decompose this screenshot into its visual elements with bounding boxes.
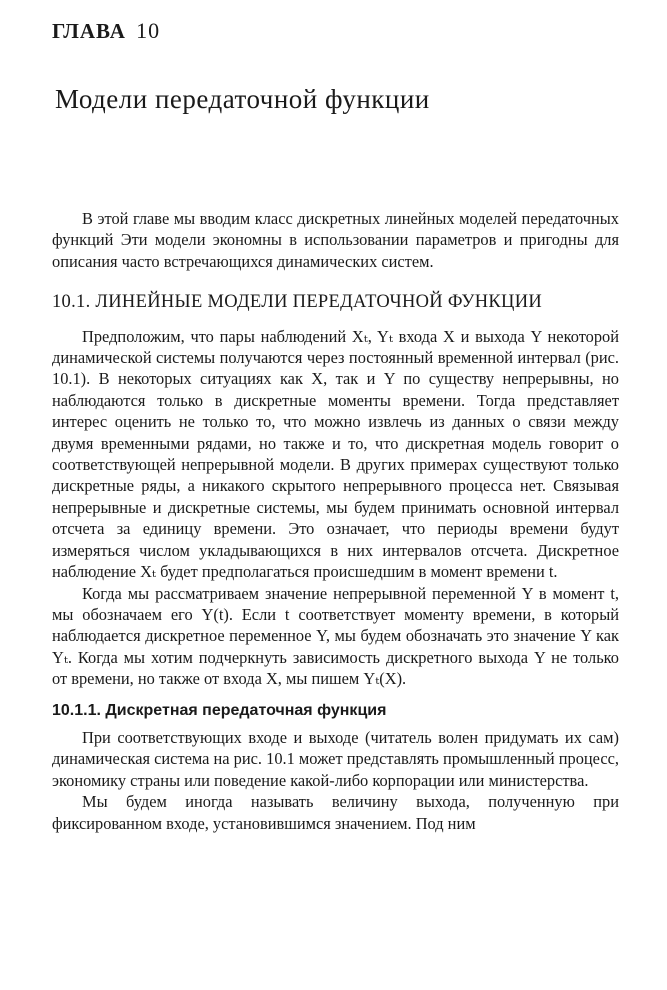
section-title: 10.1. ЛИНЕЙНЫЕ МОДЕЛИ ПЕРЕДАТОЧНОЙ ФУНКЦИИ [52,292,543,313]
chapter-number: 10 [136,18,161,43]
subsection-paragraph-1: При соответствующих входе и выходе (читатель волен придумать их сам) динамическая система на рис. 10.1 может представлять промышленный процесс, экономику страны или поведение какой-либо корпорации или министерства. [52,727,619,790]
chapter-title: Модели передаточной функции [55,84,430,114]
intro-paragraph: В этой главе мы вводим класс дискретных линейных моделей передаточных функций Эти модели экономны в использовании параметров и пригодны для описания часто встречающихся динамических систем. [52,209,619,271]
section-paragraph-2: Когда мы рассматриваем значение непрерывной переменной Y в момент t, мы обозначаем его Y(t). Если t соответствует моменту времени, в который наблюдается дискретное переменное Y, мы будем обозначать это значение Y как Yₜ. Когда мы хотим подчеркнуть зависимость дискретного выхода Y не только от времени, но также от входа X, мы пишем Yₜ(X). [52,583,619,689]
section-paragraph-1: Предположим, что пары наблюдений Xₜ, Yₜ входа X и выхода Y некоторой динамической системы получаются через постоянный временной интервал (рис. 10.1). В некоторых ситуациях как X, так и Y по существу непрерывны, но наблюдаются только в дискретные моменты времени. Тогда представляет интерес оценить не только то, что можно извлечь из данных о связи между двумя временными рядами, но также и то, что дискретная модель говорит о соответствующей непрерывной модели. В других примерах существуют только дискретные ряды, а никакого скрытого непрерывного процесса нет. Связывая непрерывные и дискретные системы, мы будем принимать основной интервал отсчета за единицу времени. Это означает, что периоды времени будут измеряться числом укладывающихся в них интервалов отсчета. Дискретное наблюдение Xₜ будет предполагаться происшедшим в момент времени t. [52,326,619,582]
page-content [52,208,619,834]
subsection-paragraph-2: Мы будем иногда называть величину выхода, полученную при фиксированном входе, установившимся значением. Под ним [52,792,619,833]
subsection-title: 10.1.1. Дискретная передаточная функция [52,701,387,719]
chapter-word: ГЛАВА [52,19,126,43]
chapter-label [52,18,160,44]
